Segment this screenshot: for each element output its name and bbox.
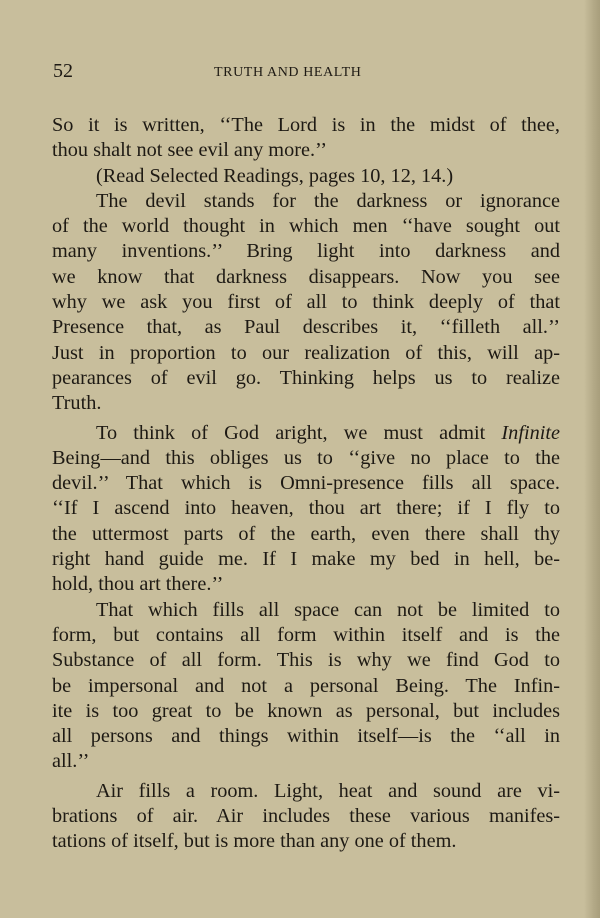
text-line: ite is too great to be known as personal, but includes [52, 699, 560, 722]
text-line: be impersonal and not a personal Being. The Infin- [52, 674, 560, 697]
text-line: Just in proportion to our realization of this, will ap- [52, 341, 560, 364]
page-body [52, 113, 560, 855]
text-line: many inventions.’’ Bring light into darkness and [52, 240, 560, 263]
text-line: pearances of evil go. Thinking helps us to realize [52, 366, 560, 389]
paragraph [52, 113, 560, 164]
text-line: why we ask you first of all to think deeply of that [52, 291, 560, 314]
page-edge-shadow [584, 0, 600, 918]
text-line: Being—and this obliges us to ‘‘give no place to the [52, 446, 560, 469]
text-line: tations of itself, but is more than any one of them. [52, 830, 457, 853]
page-number: 52 [53, 60, 73, 82]
running-title: TRUTH AND HEALTH [214, 65, 362, 80]
text-line: we know that darkness disappears. Now you see [52, 265, 560, 288]
paragraph [52, 417, 560, 598]
text-line: The devil stands for the darkness or ignorance [96, 189, 560, 212]
text-line: So it is written, ‘‘The Lord is in the midst of thee, [52, 114, 560, 136]
text-line: brations of air. Air includes these various manifes- [52, 805, 560, 828]
text-line: of the world thought in which men ‘‘have sought out [52, 215, 560, 238]
paragraph [52, 164, 560, 189]
text-line [52, 421, 560, 446]
text-line: Truth. [52, 392, 102, 415]
text-line: (Read Selected Readings, pages 10, 12, 14.) [96, 164, 454, 187]
paragraph [52, 775, 560, 855]
text-line: form, but contains all form within itself and is the [52, 623, 560, 646]
text-line: all persons and things within itself—is the ‘‘all in [52, 725, 560, 748]
text-line: That which fills all space can not be limited to [96, 598, 560, 621]
paragraph [52, 598, 560, 775]
text-line: devil.’’ That which is Omni-presence fills all space. [52, 472, 560, 495]
text-line: the uttermost parts of the earth, even there shall thy [52, 522, 560, 545]
text-line: Presence that, as Paul describes it, ‘‘filleth all.’’ [52, 316, 560, 339]
text-line: all.’’ [52, 750, 90, 773]
text-line: thou shalt not see evil any more.’’ [52, 139, 328, 162]
text-line: ‘‘If I ascend into heaven, thou art there; if I fly to [52, 497, 560, 520]
emphasis: Infinite [501, 421, 560, 444]
text-run: To think of God aright, we must admit [96, 421, 502, 444]
text-line: Air fills a room. Light, heat and sound are vi- [96, 779, 560, 802]
text-line: Substance of all form. This is why we find God to [52, 649, 560, 672]
text-line: hold, thou art there.’’ [52, 573, 224, 596]
text-line: right hand guide me. If I make my bed in hell, be- [52, 548, 560, 571]
paragraph [52, 189, 560, 417]
